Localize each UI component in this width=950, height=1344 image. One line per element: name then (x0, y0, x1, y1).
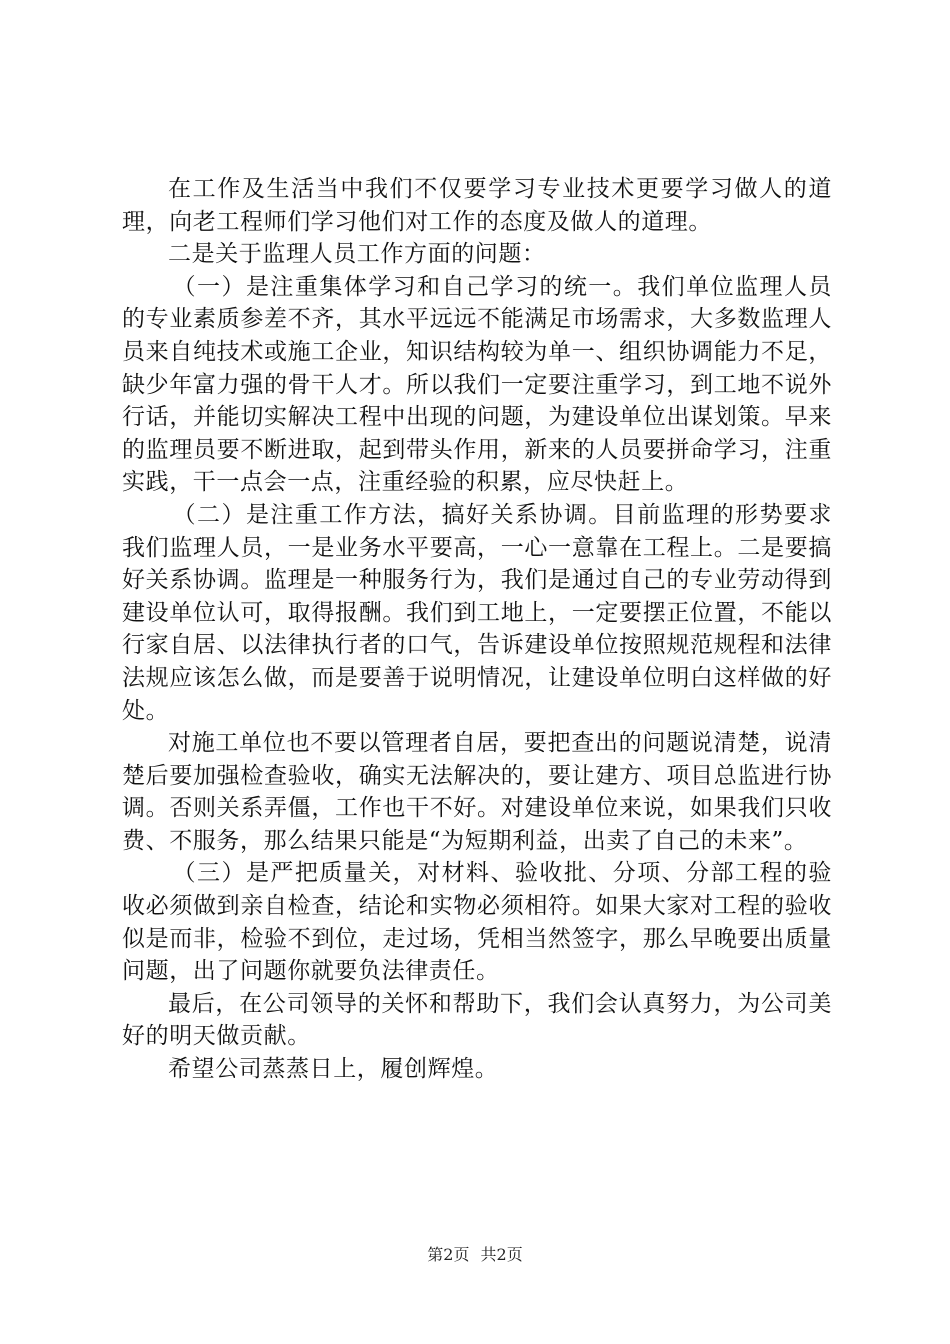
paragraph-point-three: （三）是严把质量关，对材料、验收批、分项、分部工程的验收必须做到亲自检查，结论和实物必须相符。如果大家对工程的验收似是而非，检验不到位，走过场，凭相当然签字，那么早晚要出质量问题，出了问题你就要负法律责任。 (122, 860, 832, 985)
paragraph-wish: 希望公司蒸蒸日上，履创辉煌。 (168, 1056, 499, 1083)
page-footer (0, 1245, 950, 1265)
paragraph-point-one: （一）是注重集体学习和自己学习的统一。我们单位监理人员的专业素质参差不齐，其水平远远不能满足市场需求，大多数监理人员来自纯技术或施工企业，知识结构较为单一、组织协调能力不足，缺少年富力强的骨干人才。所以我们一定要注重学习，到工地不说外行话，并能切实解决工程中出现的问题，为建设单位出谋划策。早来的监理员要不断进取，起到带头作用，新来的人员要拼命学习，注重实践，干一点会一点，注重经验的积累，应尽快赶上。 (122, 273, 832, 496)
paragraph-construction-unit: 对施工单位也不要以管理者自居，要把查出的问题说清楚，说清楚后要加强检查验收，确实无法解决的，要让建方、项目总监进行协调。否则关系弄僵，工作也干不好。对建设单位来说，如果我们只收费、不服务，那么结果只能是“为短期利益，出卖了自己的未来”。 (122, 730, 832, 854)
paragraph-intro: 在工作及生活当中我们不仅要学习专业技术更要学习做人的道理，向老工程师们学习他们对工作的态度及做人的道理。 (122, 176, 832, 235)
document-body (122, 173, 832, 1086)
paragraph-closing: 最后，在公司领导的关怀和帮助下，我们会认真努力，为公司美好的明天做贡献。 (122, 990, 832, 1050)
page-number-total: 共2页 (480, 1245, 523, 1264)
paragraph-section-heading: 二是关于监理人员工作方面的问题： (168, 241, 546, 268)
page-number-current: 第2页 (427, 1245, 470, 1264)
paragraph-point-two: （二）是注重工作方法，搞好关系协调。目前监理的形势要求我们监理人员，一是业务水平要高，一心一意靠在工程上。二是要搞好关系协调。监理是一种服务行为，我们是通过自己的专业劳动得到建设单位认可，取得报酬。我们到工地上，一定要摆正位置，不能以行家自居、以法律执行者的口气，告诉建设单位按照规范规程和法律法规应该怎么做，而是要善于说明情况，让建设单位明白这样做的好处。 (122, 501, 832, 724)
